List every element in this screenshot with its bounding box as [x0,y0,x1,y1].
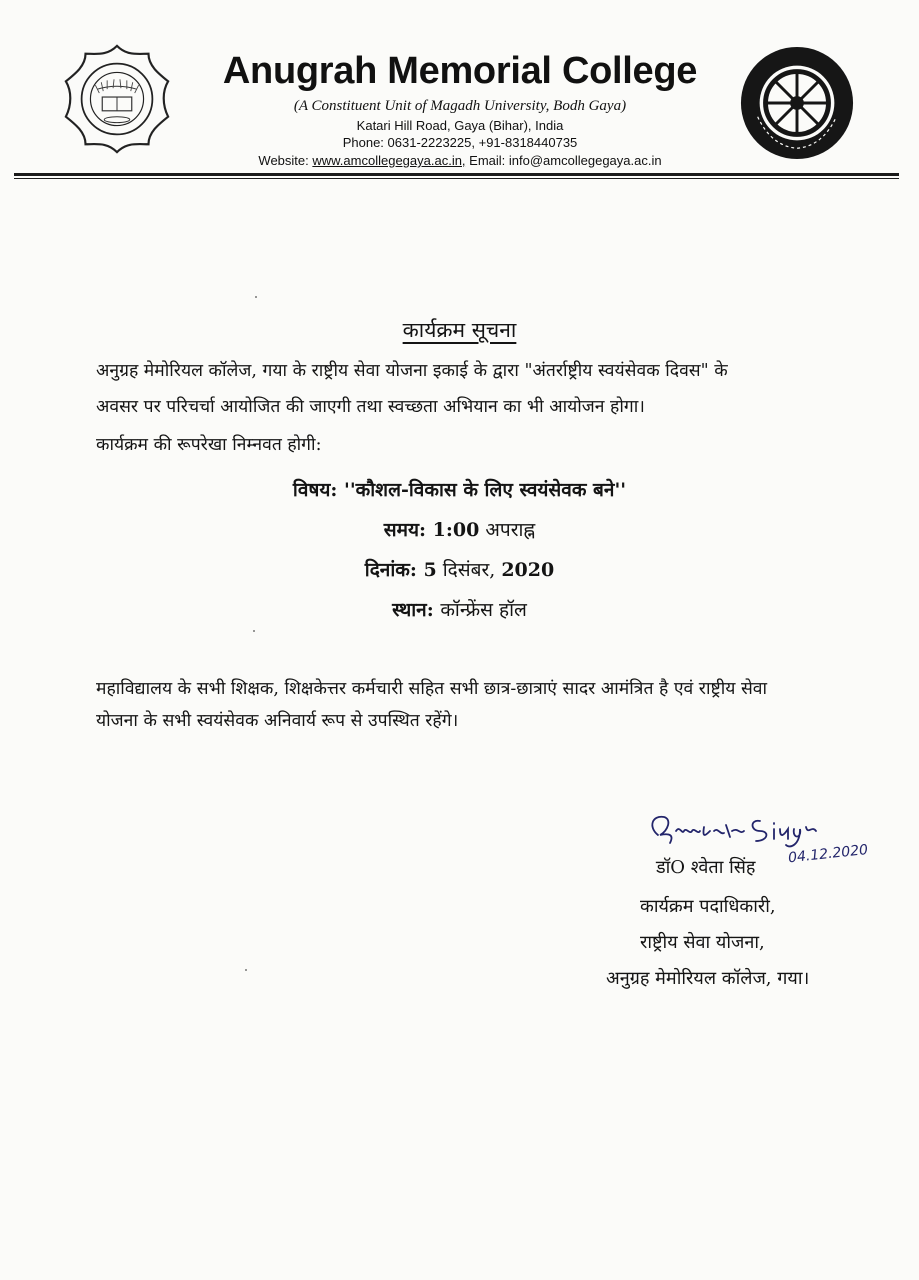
college-affiliation: (A Constituent Unit of Magadh University, Bodh Gaya) [293,98,627,114]
venue-value: कॉन्फ्रेंस हॉल [440,599,527,621]
outline-intro: कार्यक्रम की रूपरेखा निम्नवत होगी: [96,435,322,455]
signatory-designation: कार्यक्रम पदाधिकारी, [640,896,776,917]
intro-paragraph-line-2: अवसर पर परिचर्चा आयोजित की जाएगी तथा स्वच्छता अभियान का भी आयोजन होगा। [96,397,645,417]
time-value: 1:00 [432,519,480,541]
contact-line [180,153,740,168]
date-line [0,556,919,582]
time-label: समय: [383,519,433,541]
venue-line [0,596,919,622]
date-month: दिसंबर, [436,559,502,581]
website-link[interactable]: www.amcollegegaya.ac.in, [312,153,466,168]
notice-heading: कार्यक्रम सूचना [402,318,517,342]
subject-value: ''कौशल-विकास के लिए स्वयंसेवक बने'' [344,479,627,501]
invitation-paragraph-line-1: महाविद्यालय के सभी शिक्षक, शिक्षकेत्तर कर्मचारी सहित सभी छात्र-छात्राएं सादर आमंत्रित है एवं राष्ट्रीय सेवा [96,679,768,699]
website-label: Website: [258,153,313,168]
subject-label: विषय: [292,479,345,501]
scan-speck [253,630,255,632]
svg-text:04.12.2020: 04.12.2020 [787,842,869,867]
college-address: Katari Hill Road, Gaya (Bihar), India [356,118,564,133]
date-year: 2020 [501,559,555,581]
subject-line [0,476,919,502]
college-name: Anugrah Memorial College [222,50,698,92]
scan-speck [255,296,257,298]
invitation-paragraph-line-2: योजना के सभी स्वयंसेवक अनिवार्य रूप से उपस्थित रहेंगे। [96,711,459,731]
college-phone: Phone: 0631-2223225, +91-8318440735 [342,135,578,150]
nss-logo [738,44,856,162]
date-day: 5 [423,559,437,581]
scan-speck [245,969,247,971]
time-line [0,516,919,542]
signatory-name: डॉO श्वेता सिंह [656,857,756,878]
letterhead-rule-thin [14,178,899,179]
letterhead-rule [14,173,899,176]
time-suffix: अपराह्न [479,519,536,541]
signatory-institution: अनुग्रह मेमोरियल कॉलेज, गया। [606,968,810,989]
signatory-unit: राष्ट्रीय सेवा योजना, [640,932,765,953]
intro-paragraph-line-1: अनुग्रह मेमोरियल कॉलेज, गया के राष्ट्रीय सेवा योजना इकाई के द्वारा "अंतर्राष्ट्रीय स्वयंसेवक दिवस" के [96,361,728,381]
date-label: दिनांक: [364,559,424,581]
venue-label: स्थान: [392,599,441,621]
email-text: Email: info@amcollegegaya.ac.in [465,153,662,168]
college-emblem-logo [58,40,176,158]
